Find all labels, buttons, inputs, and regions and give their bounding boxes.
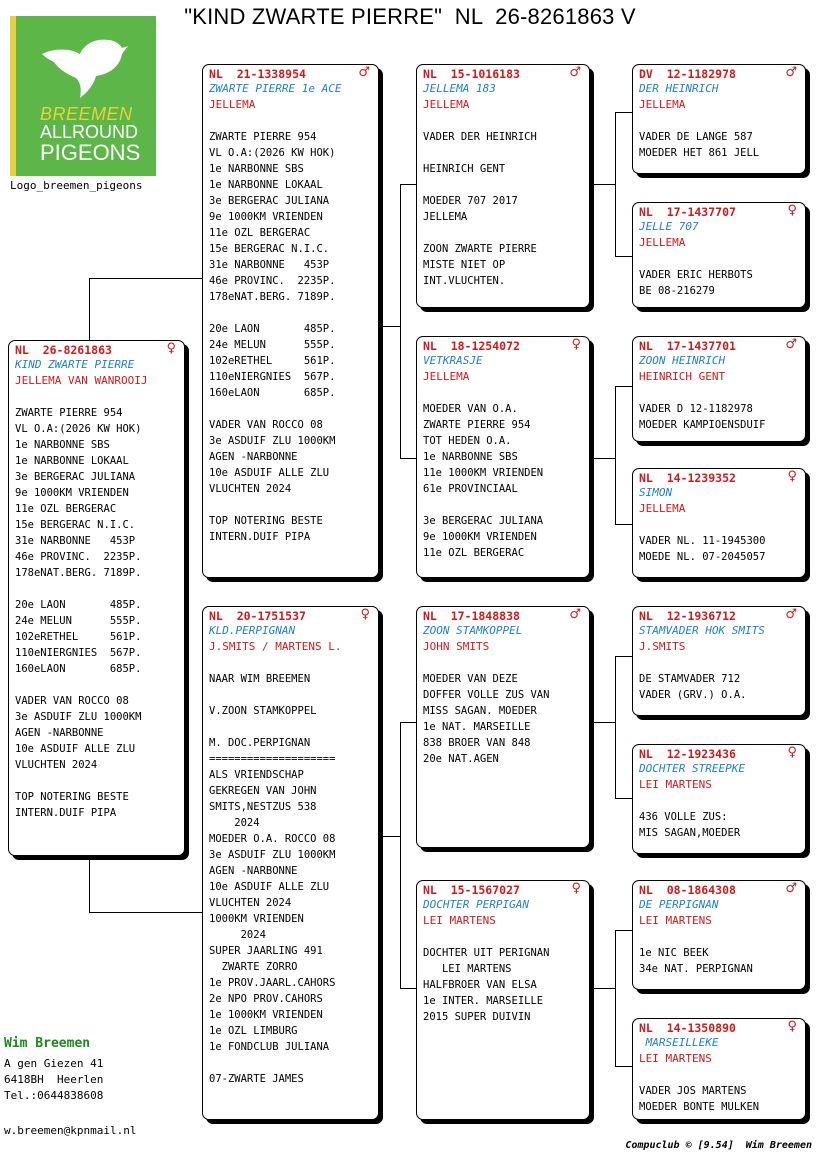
female-symbol-icon: ♀ bbox=[787, 469, 797, 484]
connector bbox=[615, 656, 632, 657]
pedigree-notes bbox=[633, 385, 805, 433]
note-line: VADER JOS MARTENS bbox=[639, 1085, 747, 1097]
connector bbox=[615, 386, 632, 387]
note-line: MOEDER VAN DEZE bbox=[423, 673, 518, 685]
owner-name: J.SMITS / MARTENS L. bbox=[209, 640, 342, 653]
note-line: 1e NARBONNE LOKAAL bbox=[209, 179, 323, 191]
note-line: 3e ASDUIF ZLU 1000KM bbox=[209, 849, 336, 861]
logo-accent-bar bbox=[10, 16, 16, 176]
card-header bbox=[9, 341, 184, 357]
note-line: VLUCHTEN 2024 bbox=[209, 483, 292, 495]
note-line: 838 BROER VAN 848 bbox=[423, 737, 531, 749]
pedigree-notes bbox=[633, 517, 805, 565]
note-line: 1e NARBONNE SBS bbox=[15, 439, 110, 451]
owner-name: JELLEMA VAN WANROOIJ bbox=[15, 374, 148, 387]
note-line: 11e 1000KM VRIENDEN bbox=[423, 467, 544, 479]
note-line: 31e NARBONNE 453P bbox=[15, 535, 136, 547]
ring-number: NL 26-8261863 bbox=[15, 343, 112, 357]
note-line: TOP NOTERING BESTE bbox=[209, 515, 323, 527]
note-line bbox=[15, 581, 184, 597]
note-line bbox=[15, 677, 184, 693]
pigeon-name: KLD.PERPIGNAN bbox=[209, 624, 296, 637]
note-line: 160eLAON 685P. bbox=[209, 387, 336, 399]
connector bbox=[382, 326, 400, 327]
note-line: VL O.A:(2026 KW HOK) bbox=[15, 423, 142, 435]
breeder-email[interactable]: w.breemen@kpnmail.nl bbox=[4, 1124, 137, 1137]
note-line: 24e MELUN 555P. bbox=[209, 339, 336, 351]
ring-number: NL 14-1350890 bbox=[639, 1021, 736, 1035]
pedigree-card-dam-dam[interactable] bbox=[416, 880, 590, 1120]
note-line: ZWARTE PIERRE 954 bbox=[15, 407, 123, 419]
note-line: 2015 SUPER DUIVIN bbox=[423, 1011, 531, 1023]
owner-name: JELLEMA bbox=[639, 236, 686, 249]
pedigree-notes bbox=[203, 113, 378, 545]
note-line: 3e BERGERAC JULIANA bbox=[15, 471, 136, 483]
note-line: 1e NARBONNE SBS bbox=[209, 163, 304, 175]
note-line: JELLEMA bbox=[423, 211, 468, 223]
note-line: HALFBROER VAN ELSA bbox=[423, 979, 537, 991]
card-header bbox=[633, 65, 805, 81]
ring-number: NL 17-1848838 bbox=[423, 609, 520, 623]
note-line bbox=[209, 719, 378, 735]
note-line: 9e 1000KM VRIENDEN bbox=[209, 211, 323, 223]
note-line: 10e ASDUIF ALLE ZLU bbox=[209, 881, 330, 893]
note-line bbox=[423, 497, 589, 513]
logo-line-2: ALLROUND bbox=[40, 122, 139, 142]
card-header bbox=[417, 607, 589, 623]
connector bbox=[615, 256, 632, 257]
note-line: V.ZOON STAMKOPPEL bbox=[209, 705, 317, 717]
owner-name: JELLEMA bbox=[639, 502, 686, 515]
note-line: 3e ASDUIF ZLU 1000KM bbox=[209, 435, 336, 447]
note-line: 3e BERGERAC JULIANA bbox=[423, 515, 544, 527]
ring-number: NL 12-1936712 bbox=[639, 609, 736, 623]
note-line: 3e ASDUIF ZLU 1000KM bbox=[15, 711, 142, 723]
female-symbol-icon: ♀ bbox=[571, 337, 581, 352]
note-line bbox=[15, 773, 184, 789]
note-line: 436 VOLLE ZUS: bbox=[639, 811, 728, 823]
note-line: 10e ASDUIF ALLE ZLU bbox=[15, 743, 136, 755]
ring-number: NL 17-1437707 bbox=[639, 205, 736, 219]
note-line: 15e BERGERAC N.I.C. bbox=[209, 243, 330, 255]
pedigree-notes bbox=[417, 929, 589, 1025]
pigeon-name: ZWARTE PIERRE 1e ACE bbox=[209, 82, 342, 95]
note-line: 61e PROVINCIAAL bbox=[423, 483, 518, 495]
note-line: VL O.A:(2026 KW HOK) bbox=[209, 147, 336, 159]
pedigree-card-dam-sire-dam[interactable] bbox=[632, 744, 806, 854]
connector bbox=[382, 836, 400, 837]
connector bbox=[615, 798, 632, 799]
male-symbol-icon: ♂ bbox=[785, 607, 797, 622]
note-line bbox=[423, 145, 589, 161]
female-symbol-icon: ♀ bbox=[787, 203, 797, 218]
female-symbol-icon: ♀ bbox=[360, 607, 370, 622]
note-line: MOEDE NL. 07-2045057 bbox=[639, 551, 766, 563]
owner-name: LEI MARTENS bbox=[639, 778, 712, 791]
card-header bbox=[633, 745, 805, 761]
pedigree-notes bbox=[417, 385, 589, 561]
note-line: ZOON ZWARTE PIERRE bbox=[423, 243, 537, 255]
ring-number: NL 20-1751537 bbox=[209, 609, 306, 623]
connector bbox=[400, 458, 416, 459]
note-line: ZWARTE ZORRO bbox=[209, 961, 298, 973]
pedigree-notes bbox=[417, 113, 589, 289]
note-line: 1e PROV.JAARL.CAHORS bbox=[209, 977, 336, 989]
pedigree-card-dam-dam-dam[interactable] bbox=[632, 1018, 806, 1120]
owner-name: LEI MARTENS bbox=[423, 914, 496, 927]
ring-number: NL 15-1567027 bbox=[423, 883, 520, 897]
note-line: BE 08-216279 bbox=[639, 285, 715, 297]
note-line: 31e NARBONNE 453P bbox=[209, 259, 330, 271]
note-line: DE STAMVADER 712 bbox=[639, 673, 741, 685]
note-line: 160eLAON 685P. bbox=[15, 663, 142, 675]
note-line: MOEDER O.A. ROCCO 08 bbox=[209, 833, 336, 845]
pedigree-notes bbox=[633, 113, 805, 161]
breeder-name: Wim Breemen bbox=[4, 1036, 91, 1051]
note-line: MOEDER KAMPIOENSDUIF bbox=[639, 419, 766, 431]
pigeon-name: ZOON STAMKOPPEL bbox=[423, 624, 523, 637]
card-header bbox=[203, 607, 378, 623]
pigeon-name: STAMVADER HOK SMITS bbox=[639, 624, 765, 637]
male-symbol-icon: ♂ bbox=[785, 881, 797, 896]
footer-credit: Compuclub © [9.54] Wim Breemen bbox=[625, 1140, 812, 1151]
note-line: VADER DER HEINRICH bbox=[423, 131, 537, 143]
card-header bbox=[633, 469, 805, 485]
pedigree-card-sire-dam[interactable] bbox=[416, 336, 590, 578]
connector bbox=[89, 278, 204, 279]
note-line: 1e 1000KM VRIENDEN bbox=[209, 1009, 323, 1021]
connector bbox=[89, 278, 90, 340]
pedigree-card-subject[interactable] bbox=[8, 340, 185, 856]
connector bbox=[400, 184, 416, 185]
note-line: 110eNIERGNIES 567P. bbox=[209, 371, 336, 383]
note-line: 20e LAON 485P. bbox=[15, 599, 142, 611]
note-line: 102eRETHEL 561P. bbox=[15, 631, 142, 643]
note-line: TOP NOTERING BESTE bbox=[15, 791, 129, 803]
owner-name: HEINRICH GENT bbox=[639, 370, 726, 383]
pedigree-card-sire-sire[interactable] bbox=[416, 64, 590, 308]
note-line: MIS SAGAN,MOEDER bbox=[639, 827, 741, 839]
note-line: LEI MARTENS bbox=[423, 963, 512, 975]
note-line: MOEDER HET 861 JELL bbox=[639, 147, 760, 159]
note-line bbox=[423, 225, 589, 241]
pedigree-notes bbox=[633, 251, 805, 299]
note-line: AGEN -NARBONNE bbox=[209, 865, 298, 877]
note-line: 2e NPO PROV.CAHORS bbox=[209, 993, 323, 1005]
note-line: 1e OZL LIMBURG bbox=[209, 1025, 298, 1037]
card-header bbox=[417, 337, 589, 353]
note-line: 15e BERGERAC N.I.C. bbox=[15, 519, 136, 531]
note-line: MISS SAGAN. MOEDER bbox=[423, 705, 537, 717]
connector bbox=[400, 722, 416, 723]
female-symbol-icon: ♀ bbox=[571, 881, 581, 896]
connector bbox=[615, 524, 632, 525]
note-line: 20e NAT.AGEN bbox=[423, 753, 499, 765]
connector bbox=[594, 988, 615, 989]
note-line: M. DOC.PERPIGNAN bbox=[209, 737, 311, 749]
male-symbol-icon: ♂ bbox=[569, 607, 581, 622]
connector bbox=[400, 988, 416, 989]
logo-line-3: PIGEONS bbox=[40, 140, 141, 165]
note-line: 3e BERGERAC JULIANA bbox=[209, 195, 330, 207]
owner-name: JELLEMA bbox=[423, 98, 470, 111]
note-line: 46e PROVINC. 2235P. bbox=[209, 275, 336, 287]
note-line: ZWARTE PIERRE 954 bbox=[209, 131, 317, 143]
note-line: VLUCHTEN 2024 bbox=[209, 897, 292, 909]
breemen-logo bbox=[10, 16, 156, 176]
logo-caption: Logo_breemen_pigeons bbox=[10, 179, 143, 192]
female-symbol-icon: ♀ bbox=[166, 341, 176, 356]
note-line: 11e OZL BERGERAC bbox=[15, 503, 117, 515]
pigeon-name: DOCHTER PERPIGAN bbox=[423, 898, 529, 911]
pigeon-name: JELLE 707 bbox=[639, 220, 699, 233]
note-line: VADER DE LANGE 587 bbox=[639, 131, 753, 143]
owner-name: JELLEMA bbox=[639, 98, 686, 111]
note-line bbox=[209, 687, 378, 703]
note-line: 1e NARBONNE LOKAAL bbox=[15, 455, 129, 467]
pedigree-card-dam-dam-sire[interactable] bbox=[632, 880, 806, 990]
note-line: ==================== bbox=[209, 753, 336, 765]
card-header bbox=[633, 1019, 805, 1035]
connector bbox=[400, 184, 401, 458]
ring-number: NL 18-1254072 bbox=[423, 339, 520, 353]
note-line: 46e PROVINC. 2235P. bbox=[15, 551, 142, 563]
note-line: 1e INTER. MARSEILLE bbox=[423, 995, 544, 1007]
note-line: 1e FONDCLUB JULIANA bbox=[209, 1041, 330, 1053]
page-title: "KIND ZWARTE PIERRE" NL 26-8261863 V bbox=[184, 4, 636, 29]
pedigree-notes bbox=[633, 929, 805, 977]
connector bbox=[615, 1066, 632, 1067]
ring-number: NL 14-1239352 bbox=[639, 471, 736, 485]
pigeon-name: SIMON bbox=[639, 486, 673, 499]
pigeon-icon bbox=[40, 32, 130, 102]
pedigree-notes bbox=[633, 1067, 805, 1115]
note-line: VADER (GRV.) O.A. bbox=[639, 689, 747, 701]
note-line: 1e NIC BEEK bbox=[639, 947, 709, 959]
pigeon-name: DER HEINRICH bbox=[639, 82, 719, 95]
connector bbox=[615, 386, 616, 524]
note-line: 1000KM VRIENDEN bbox=[209, 913, 304, 925]
ring-number: DV 12-1182978 bbox=[639, 67, 736, 81]
ring-number: NL 12-1923436 bbox=[639, 747, 736, 761]
connector bbox=[594, 722, 615, 723]
note-line: HEINRICH GENT bbox=[423, 163, 506, 175]
note-line: INT.VLUCHTEN. bbox=[423, 275, 506, 287]
pedigree-notes bbox=[633, 793, 805, 841]
note-line: GEKREGEN VAN JOHN bbox=[209, 785, 317, 797]
pedigree-notes bbox=[417, 655, 589, 767]
note-line: AGEN -NARBONNE bbox=[15, 727, 104, 739]
connector bbox=[615, 112, 616, 256]
ring-number: NL 21-1338954 bbox=[209, 67, 306, 81]
pigeon-name: DOCHTER STREEPKE bbox=[639, 762, 745, 775]
owner-name: LEI MARTENS bbox=[639, 914, 712, 927]
owner-name: JELLEMA bbox=[423, 370, 470, 383]
pigeon-name: MARSEILLEKE bbox=[639, 1036, 719, 1049]
pedigree-card-sire-dam-sire[interactable] bbox=[632, 336, 806, 442]
note-line: 2024 bbox=[209, 929, 266, 941]
note-line: 1e NARBONNE SBS bbox=[423, 451, 518, 463]
note-line: TOT HEDEN O.A. bbox=[423, 435, 512, 447]
pigeon-name: ZOON HEINRICH bbox=[639, 354, 726, 367]
note-line: MOEDER BONTE MULKEN bbox=[639, 1101, 760, 1113]
owner-name: LEI MARTENS bbox=[639, 1052, 712, 1065]
note-line: 34e NAT. PERPIGNAN bbox=[639, 963, 753, 975]
card-header bbox=[633, 203, 805, 219]
note-line: VLUCHTEN 2024 bbox=[15, 759, 98, 771]
note-line: MOEDER 707 2017 bbox=[423, 195, 518, 207]
ring-number: NL 15-1016183 bbox=[423, 67, 520, 81]
note-line: 1e NAT. MARSEILLE bbox=[423, 721, 531, 733]
male-symbol-icon: ♂ bbox=[785, 65, 797, 80]
note-line: 102eRETHEL 561P. bbox=[209, 355, 336, 367]
pigeon-name: DE PERPIGNAN bbox=[639, 898, 719, 911]
note-line: VADER D 12-1182978 bbox=[639, 403, 753, 415]
note-line: ALS VRIENDSCHAP bbox=[209, 769, 304, 781]
note-line: VADER VAN ROCCO 08 bbox=[15, 695, 129, 707]
female-symbol-icon: ♀ bbox=[787, 745, 797, 760]
note-line bbox=[423, 177, 589, 193]
note-line: DOCHTER UIT PERIGNAN bbox=[423, 947, 550, 959]
connector bbox=[615, 930, 616, 1066]
note-line: 10e ASDUIF ALLE ZLU bbox=[209, 467, 330, 479]
ring-number: NL 17-1437701 bbox=[639, 339, 736, 353]
card-header bbox=[633, 337, 805, 353]
owner-name: JELLEMA bbox=[209, 98, 256, 111]
note-line: VADER ERIC HERBOTS bbox=[639, 269, 753, 281]
note-line: MISTE NIET OP bbox=[423, 259, 506, 271]
note-line bbox=[209, 497, 378, 513]
connector bbox=[89, 912, 204, 913]
connector bbox=[615, 656, 616, 798]
pigeon-name: VETKRASJE bbox=[423, 354, 483, 367]
note-line: SUPER JAARLING 491 bbox=[209, 945, 323, 957]
note-line: INTERN.DUIF PIPA bbox=[15, 807, 117, 819]
pigeon-name: KIND ZWARTE PIERRE bbox=[15, 358, 135, 371]
pedigree-card-sire-sire-dam[interactable] bbox=[632, 202, 806, 308]
male-symbol-icon: ♂ bbox=[785, 337, 797, 352]
note-line bbox=[209, 1055, 378, 1071]
breeder-info bbox=[4, 1036, 103, 1104]
pigeon-name: JELLEMA 183 bbox=[423, 82, 496, 95]
note-line: 20e LAON 485P. bbox=[209, 323, 336, 335]
note-line: INTERN.DUIF PIPA bbox=[209, 531, 311, 543]
card-header bbox=[203, 65, 378, 81]
note-line: 11e OZL BERGERAC bbox=[423, 547, 525, 559]
breeder-phone: Tel.:0644838608 bbox=[4, 1089, 104, 1102]
pedigree-card-sire-dam-dam[interactable] bbox=[632, 468, 806, 578]
connector bbox=[400, 722, 401, 988]
pedigree-card-sire-sire-sire[interactable] bbox=[632, 64, 806, 174]
note-line: 24e MELUN 555P. bbox=[15, 615, 142, 627]
male-symbol-icon: ♂ bbox=[358, 65, 370, 80]
note-line: VADER VAN ROCCO 08 bbox=[209, 419, 323, 431]
owner-name: J.SMITS bbox=[639, 640, 686, 653]
ring-number: NL 08-1864308 bbox=[639, 883, 736, 897]
pedigree-card-dam[interactable] bbox=[202, 606, 379, 1120]
connector bbox=[594, 184, 615, 185]
note-line bbox=[209, 305, 378, 321]
note-line bbox=[209, 401, 378, 417]
note-line: DOFFER VOLLE ZUS VAN bbox=[423, 689, 550, 701]
note-line: 178eNAT.BERG. 7189P. bbox=[209, 291, 336, 303]
note-line: 9e 1000KM VRIENDEN bbox=[423, 531, 537, 543]
note-line: 2024 bbox=[209, 817, 260, 829]
note-line: 110eNIERGNIES 567P. bbox=[15, 647, 142, 659]
male-symbol-icon: ♂ bbox=[569, 65, 581, 80]
connector bbox=[89, 856, 90, 912]
note-line: NAAR WIM BREEMEN bbox=[209, 673, 311, 685]
note-line: 11e OZL BERGERAC bbox=[209, 227, 311, 239]
pedigree-notes bbox=[203, 655, 378, 1087]
logo-line-1: BREEMEN bbox=[40, 104, 133, 124]
connector bbox=[594, 458, 615, 459]
note-line: 07-ZWARTE JAMES bbox=[209, 1073, 304, 1085]
owner-name: JOHN SMITS bbox=[423, 640, 490, 653]
card-header bbox=[633, 881, 805, 897]
card-header bbox=[417, 881, 589, 897]
breeder-postcode-city: 6418BH Heerlen bbox=[4, 1073, 104, 1086]
note-line: 9e 1000KM VRIENDEN bbox=[15, 487, 129, 499]
breeder-address: A gen Giezen 41 bbox=[4, 1057, 104, 1070]
pedigree-notes bbox=[9, 389, 184, 821]
connector bbox=[615, 112, 632, 113]
connector bbox=[615, 930, 632, 931]
pedigree-card-dam-sire-sire[interactable] bbox=[632, 606, 806, 716]
card-header bbox=[417, 65, 589, 81]
note-line: ZWARTE PIERRE 954 bbox=[423, 419, 531, 431]
pedigree-notes bbox=[633, 655, 805, 703]
note-line: MOEDER VAN O.A. bbox=[423, 403, 518, 415]
card-header bbox=[633, 607, 805, 623]
note-line: SMITS,NESTZUS 538 bbox=[209, 801, 317, 813]
pedigree-card-dam-sire[interactable] bbox=[416, 606, 590, 848]
pedigree-card-sire[interactable] bbox=[202, 64, 379, 578]
note-line: VADER NL. 11-1945300 bbox=[639, 535, 766, 547]
note-line: 178eNAT.BERG. 7189P. bbox=[15, 567, 142, 579]
female-symbol-icon: ♀ bbox=[787, 1019, 797, 1034]
note-line: AGEN -NARBONNE bbox=[209, 451, 298, 463]
